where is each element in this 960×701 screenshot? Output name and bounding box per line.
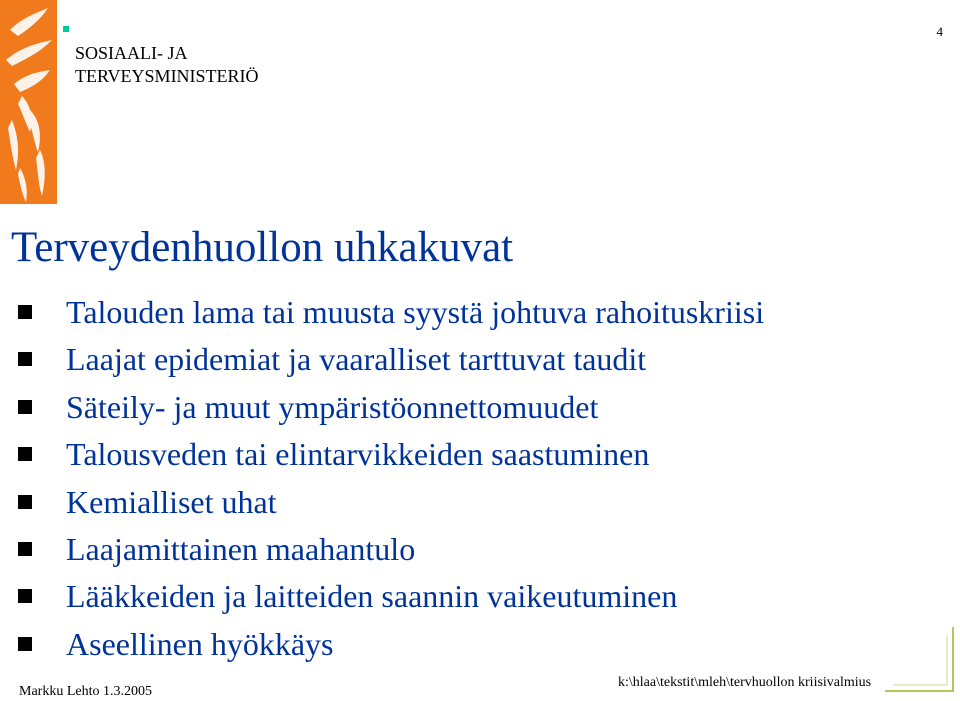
square-bullet-icon bbox=[18, 589, 32, 603]
footer-author-date: Markku Lehto 1.3.2005 bbox=[19, 684, 152, 699]
bullet-text: Talousveden tai elintarvikkeiden saastuminen bbox=[66, 436, 650, 473]
organization-name bbox=[75, 42, 259, 88]
bullet-text: Laajamittainen maahantulo bbox=[66, 530, 416, 567]
header-accent-bullet bbox=[63, 26, 69, 32]
square-bullet-icon bbox=[18, 542, 32, 556]
corner-frame-decoration bbox=[885, 627, 955, 693]
footer-file-path: k:\hlaa\tekstit\mleh\tervhuollon kriisivalmius bbox=[618, 675, 872, 690]
square-bullet-icon bbox=[18, 447, 32, 461]
bullet-text: Talouden lama tai muusta syystä johtuva rahoituskriisi bbox=[66, 294, 765, 330]
organization-name-line1: SOSIAALI- JA bbox=[75, 43, 188, 63]
page-number: 4 bbox=[936, 24, 943, 39]
organization-name-line2: TERVEYSMINISTERIÖ bbox=[75, 66, 259, 86]
bullet-text: Lääkkeiden ja laitteiden saannin vaikeutuminen bbox=[66, 578, 678, 615]
slide-title: Terveydenhuollon uhkakuvat bbox=[11, 224, 514, 271]
bullet-text: Säteily- ja muut ympäristöonnettomuudet bbox=[66, 388, 599, 425]
bullet-text: Aseellinen hyökkäys bbox=[66, 625, 334, 662]
square-bullet-icon bbox=[18, 305, 32, 319]
bullet-text: Kemialliset uhat bbox=[66, 483, 277, 520]
square-bullet-icon bbox=[18, 495, 32, 509]
square-bullet-icon bbox=[18, 400, 32, 414]
bullet-text: Laajat epidemiat ja vaaralliset tarttuvat taudit bbox=[66, 341, 647, 378]
square-bullet-icon bbox=[18, 637, 32, 651]
ministry-logo bbox=[0, 0, 57, 204]
square-bullet-icon bbox=[18, 352, 32, 366]
